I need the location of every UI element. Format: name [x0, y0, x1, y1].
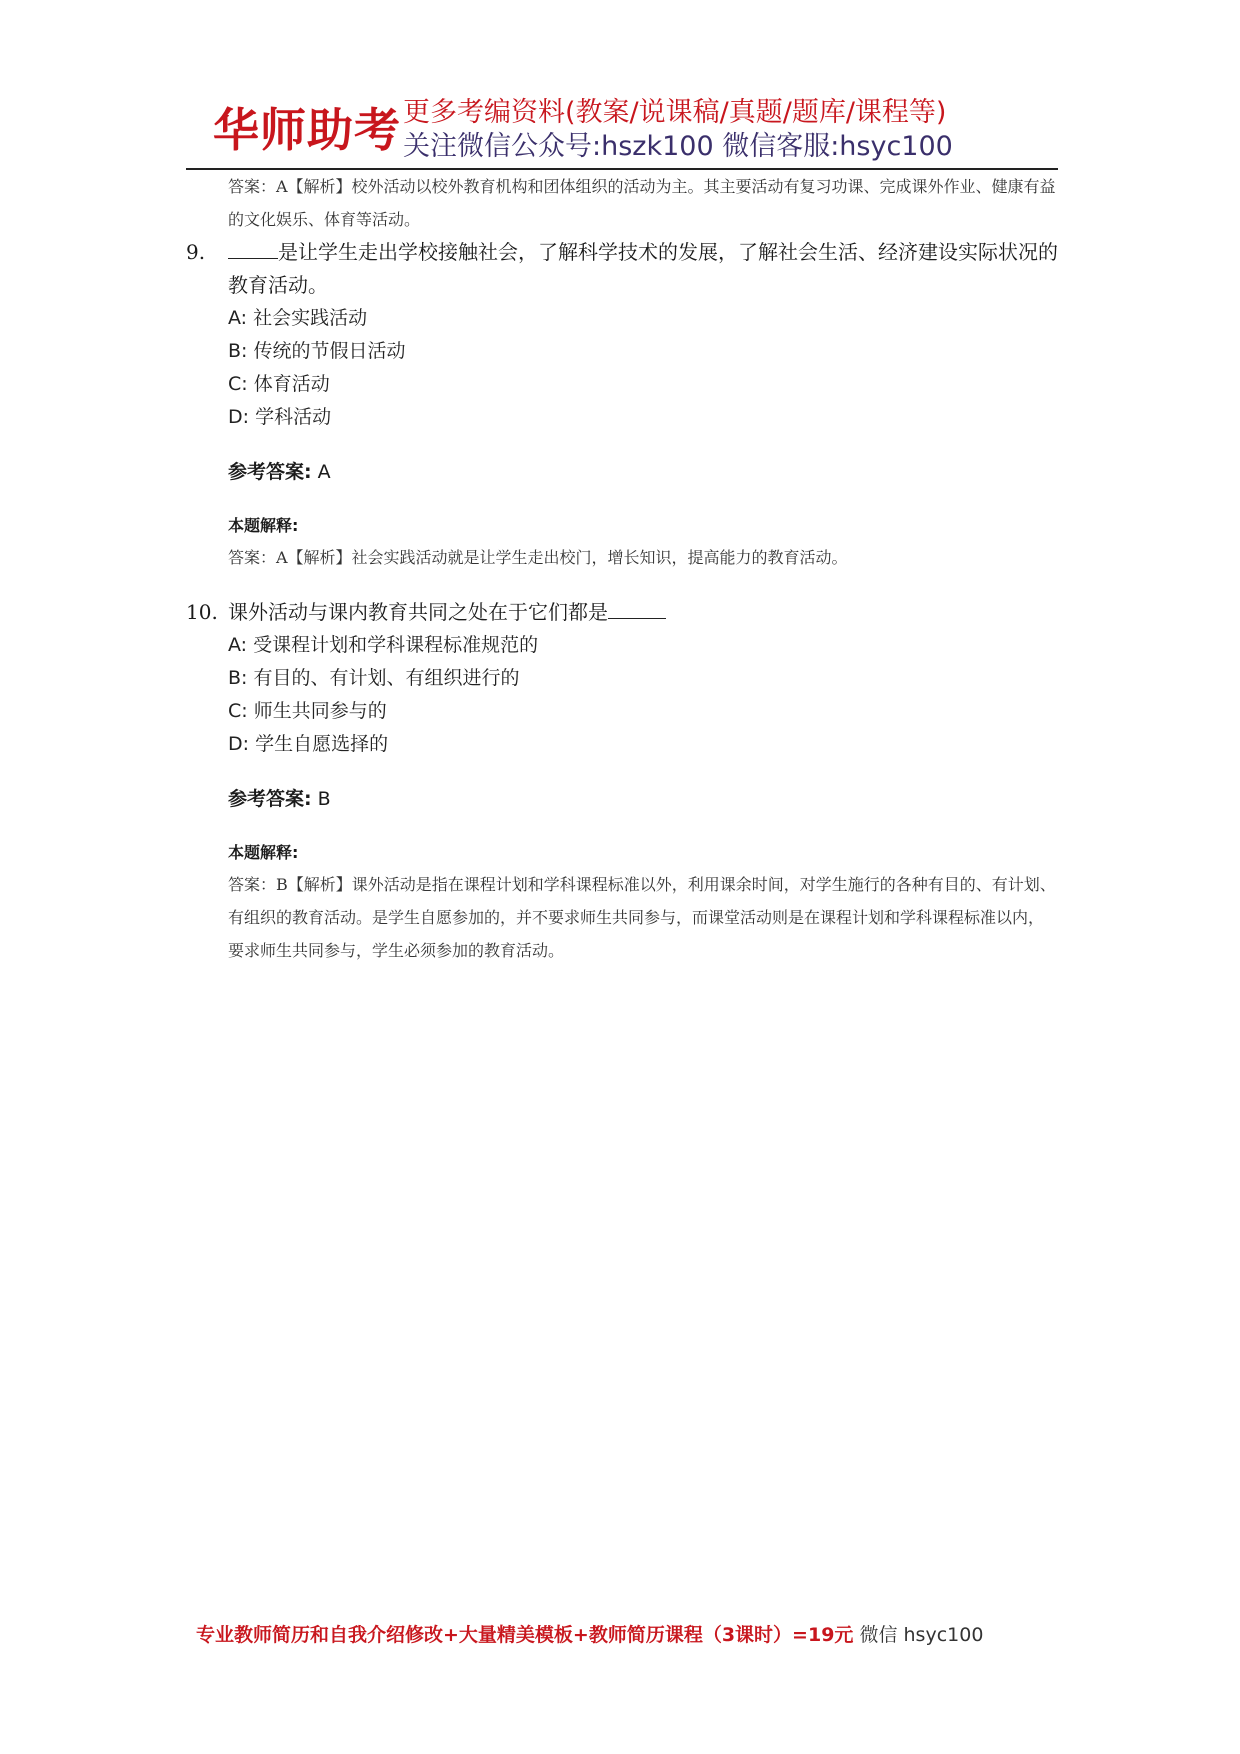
banner-line-2: 关注微信公众号:hszk100 微信客服:hsyc100	[403, 131, 953, 162]
question-number: 10.	[186, 600, 218, 624]
banner-line-1: 更多考编资料(教案/说课稿/真题/题库/课程等)	[403, 97, 947, 128]
answer-label: 参考答案:	[228, 461, 312, 483]
explanation-title: 本题解释:	[228, 843, 299, 862]
footer-promo	[196, 1620, 1056, 1650]
reference-answer	[228, 783, 1058, 816]
footer-promo-text: 专业教师简历和自我介绍修改+大量精美模板+教师简历课程（3课时）=19元	[196, 1624, 854, 1646]
question-stem-text: 是让学生走出学校接触社会，了解科学技术的发展，了解社会生活、经济建设实际状况的教育活动。	[228, 240, 1058, 297]
question-stem	[228, 596, 1058, 629]
banner-text	[403, 96, 953, 164]
reference-answer	[228, 456, 1058, 489]
explanation-body: 答案：A【解析】社会实践活动就是让学生走出校门，增长知识，提高能力的教育活动。	[228, 548, 848, 567]
question-number: 9.	[186, 240, 206, 264]
option-b: B: 传统的节假日活动	[228, 340, 406, 362]
previous-explanation: 答案：A【解析】校外活动以校外教育机构和团体组织的活动为主。其主要活动有复习功课、完成课外作业、健康有益的文化娱乐、体育等活动。	[228, 177, 1056, 229]
option-d: D: 学科活动	[228, 406, 332, 428]
option-c: C: 体育活动	[228, 373, 330, 395]
question-10	[186, 596, 1058, 967]
header-banner	[213, 96, 1043, 164]
question-stem	[228, 236, 1058, 302]
option-a: A: 受课程计划和学科课程标准规范的	[228, 634, 539, 656]
question-9	[186, 236, 1058, 574]
answer-value: B	[311, 788, 331, 810]
explanation-body: 答案：B【解析】课外活动是指在课程计划和学科课程标准以外，利用课余时间，对学生施行的各种有目的、有计划、有组织的教育活动。是学生自愿参加的，并不要求师生共同参与，而课堂活动则是在课程计划和学科课程标准以内，要求师生共同参与，学生必须参加的教育活动。	[228, 875, 1056, 960]
explanation-title: 本题解释:	[228, 516, 299, 535]
question-stem-text: 课外活动与课内教育共同之处在于它们都是	[228, 600, 608, 624]
fill-blank	[228, 240, 278, 259]
answer-label: 参考答案:	[228, 788, 312, 810]
option-c: C: 师生共同参与的	[228, 700, 387, 722]
option-b: B: 有目的、有计划、有组织进行的	[228, 667, 520, 689]
brand-logo: 华师助考	[213, 103, 401, 157]
option-d: D: 学生自愿选择的	[228, 733, 389, 755]
footer-contact: 微信 hsyc100	[853, 1624, 984, 1646]
option-a: A: 社会实践活动	[228, 307, 368, 329]
answer-value: A	[311, 461, 331, 483]
fill-blank	[608, 600, 666, 619]
